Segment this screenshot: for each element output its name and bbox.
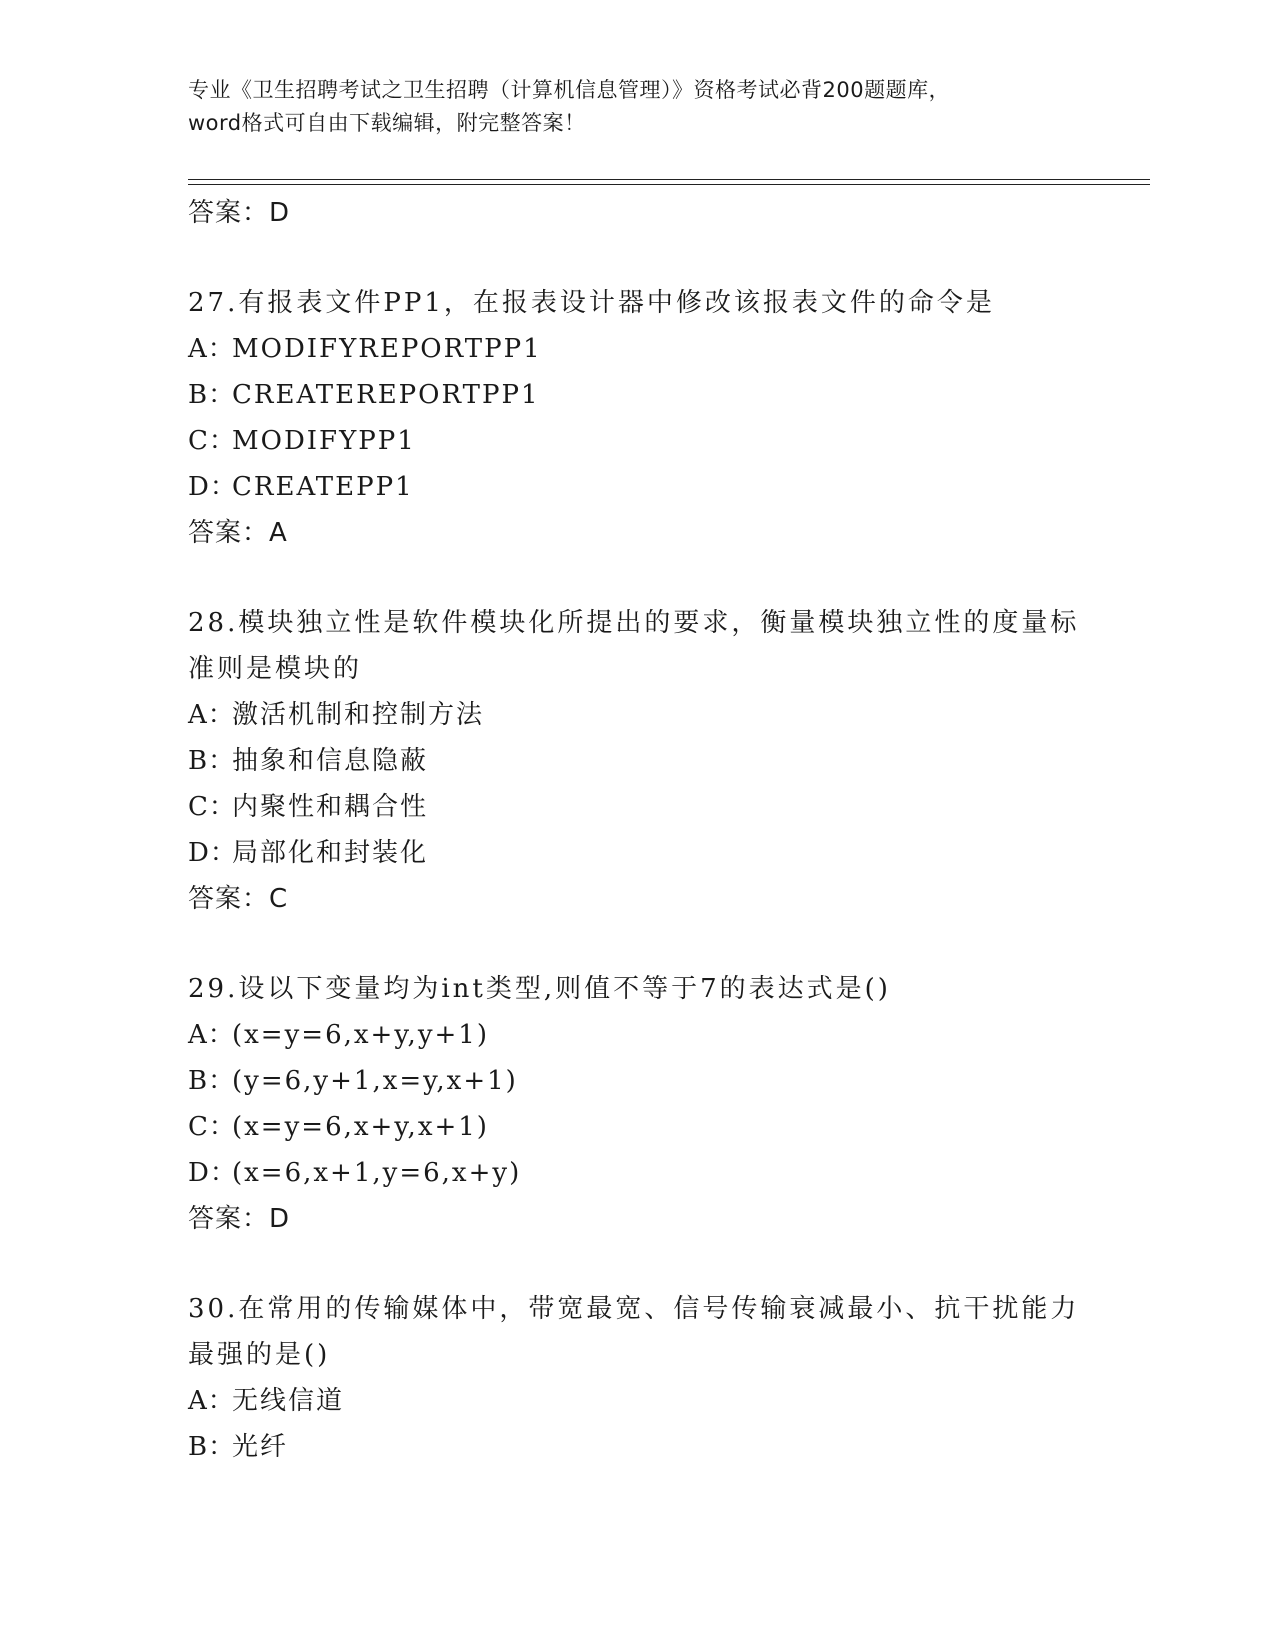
question-block (188, 236, 1088, 556)
option-label: B： (188, 1432, 236, 1462)
previous-answer: 答案：D (188, 198, 291, 228)
option-label: D： (188, 838, 237, 868)
question-list (188, 190, 1088, 1470)
option-label: C： (188, 792, 236, 822)
question-block (188, 922, 1088, 1242)
answer-option (188, 1104, 1088, 1150)
question-text-line: 29.设以下变量均为int类型,则值不等于7的表达式是() (188, 974, 891, 1004)
answer-option (188, 784, 1088, 830)
block-spacer (188, 1242, 1088, 1286)
question-block (188, 1242, 1088, 1470)
block-spacer (188, 556, 1088, 600)
question-block (188, 556, 1088, 922)
document-header (188, 74, 1088, 140)
option-label: A： (188, 1020, 235, 1050)
question-text-line: 30.在常用的传输媒体中，带宽最宽、信号传输衰减最小、抗干扰能力 (188, 1294, 1080, 1324)
option-text: CREATEPP1 (232, 472, 414, 502)
option-text: (x=y=6,x+y,y+1) (232, 1020, 489, 1050)
option-label: D： (188, 472, 237, 502)
option-text: 光纤 (232, 1432, 289, 1462)
answer-option (188, 326, 1088, 372)
option-label: B： (188, 380, 236, 410)
answer-option (188, 1058, 1088, 1104)
option-text: (x=y=6,x+y,x+1) (232, 1112, 489, 1142)
question-answer: 答案：A (188, 518, 288, 548)
questions-container (188, 236, 1088, 1470)
option-text: MODIFYREPORTPP1 (232, 334, 542, 364)
option-label: B： (188, 1066, 236, 1096)
option-label: C： (188, 1112, 236, 1142)
answer-option (188, 1424, 1088, 1470)
answer-option (188, 418, 1088, 464)
block-spacer (188, 236, 1088, 280)
option-text: MODIFYPP1 (232, 426, 416, 456)
option-text: 内聚性和耦合性 (232, 792, 429, 822)
header-divider-top (188, 179, 1150, 180)
option-text: CREATEREPORTPP1 (232, 380, 540, 410)
answer-option (188, 1150, 1088, 1196)
answer-option (188, 830, 1088, 876)
answer-option (188, 1012, 1088, 1058)
header-title-line-2: word格式可自由下载编辑，附完整答案！ (188, 111, 586, 135)
option-text: (y=6,y+1,x=y,x+1) (232, 1066, 518, 1096)
question-text-line: 最强的是() (188, 1340, 331, 1370)
option-label: A： (188, 1386, 235, 1416)
block-spacer (188, 922, 1088, 966)
question-answer: 答案：C (188, 884, 289, 914)
answer-option (188, 372, 1088, 418)
question-text-line: 27.有报表文件PP1，在报表设计器中修改该报表文件的命令是 (188, 288, 995, 318)
question-answer: 答案：D (188, 1204, 291, 1234)
option-text: 抽象和信息隐蔽 (232, 746, 429, 776)
answer-option (188, 692, 1088, 738)
option-text: 局部化和封装化 (232, 838, 429, 868)
answer-option (188, 1378, 1088, 1424)
answer-option (188, 738, 1088, 784)
option-label: A： (188, 334, 235, 364)
option-text: 无线信道 (232, 1386, 345, 1416)
option-label: D： (188, 1158, 237, 1188)
option-text: (x=6,x+1,y=6,x+y) (232, 1158, 522, 1188)
question-text-line: 准则是模块的 (188, 654, 363, 684)
answer-option (188, 464, 1088, 510)
header-divider-bottom (188, 184, 1150, 185)
option-text: 激活机制和控制方法 (232, 700, 485, 730)
option-label: C： (188, 426, 236, 456)
option-label: A： (188, 700, 235, 730)
option-label: B： (188, 746, 236, 776)
question-text-line: 28.模块独立性是软件模块化所提出的要求，衡量模块独立性的度量标 (188, 608, 1080, 638)
header-title-line-1: 专业《卫生招聘考试之卫生招聘（计算机信息管理）》资格考试必背200题题库， (188, 78, 951, 102)
